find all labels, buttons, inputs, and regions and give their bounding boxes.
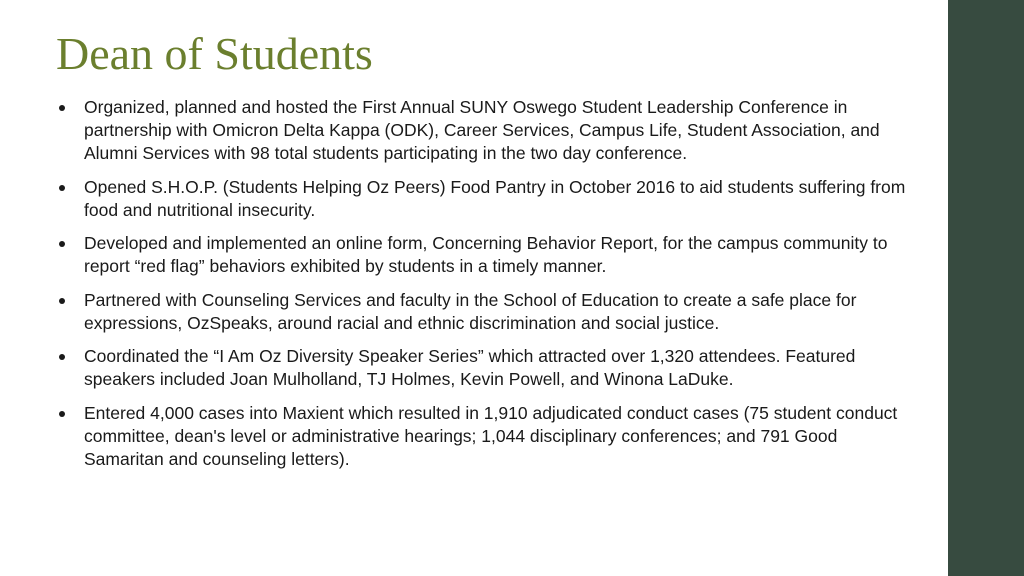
- bullet-dot-icon: [59, 298, 65, 304]
- bullet-text: Opened S.H.O.P. (Students Helping Oz Peers) Food Pantry in October 2016 to aid students suffering from food and nutritional insecurity.: [84, 176, 906, 220]
- bullet-item: [56, 96, 916, 165]
- bullet-dot-icon: [59, 241, 65, 247]
- bullet-text: Organized, planned and hosted the First Annual SUNY Oswego Student Leadership Conference in partnership with Omicron Delta Kappa (ODK), Career Services, Campus Life, Student Association, and Alumni Services with 98 total students participating in the two day conference.: [84, 97, 880, 163]
- bullet-dot-icon: [59, 185, 65, 191]
- bullet-text: Partnered with Counseling Services and faculty in the School of Education to create a safe place for expressions, OzSpeaks, around racial and ethnic discrimination and social justice.: [84, 289, 857, 333]
- bullet-item: [56, 345, 916, 391]
- bullet-text: Entered 4,000 cases into Maxient which resulted in 1,910 adjudicated conduct cases (75 student conduct committee, dean's level or administrative hearings; 1,044 disciplinary conferences; and 791 Good Samaritan and counseling letters).: [84, 402, 898, 469]
- bullet-item: [56, 289, 916, 335]
- bullet-list: [56, 96, 916, 481]
- bullet-dot-icon: [59, 354, 65, 360]
- bullet-dot-icon: [59, 105, 65, 111]
- bullet-text: Developed and implemented an online form, Concerning Behavior Report, for the campus community to report “red flag” behaviors exhibited by students in a timely manner.: [84, 233, 888, 276]
- bullet-item: [56, 176, 916, 222]
- bullet-dot-icon: [59, 411, 65, 417]
- bullet-item: [56, 232, 916, 278]
- bullet-item: [56, 402, 916, 471]
- bullet-text: Coordinated the “I Am Oz Diversity Speaker Series” which attracted over 1,320 attendees. Featured speakers included Joan Mulholland, TJ Holmes, Kevin Powell, and Winona LaDuke.: [84, 346, 856, 389]
- slide-title: Dean of Students: [56, 28, 373, 79]
- decorative-side-bar: [948, 0, 1024, 576]
